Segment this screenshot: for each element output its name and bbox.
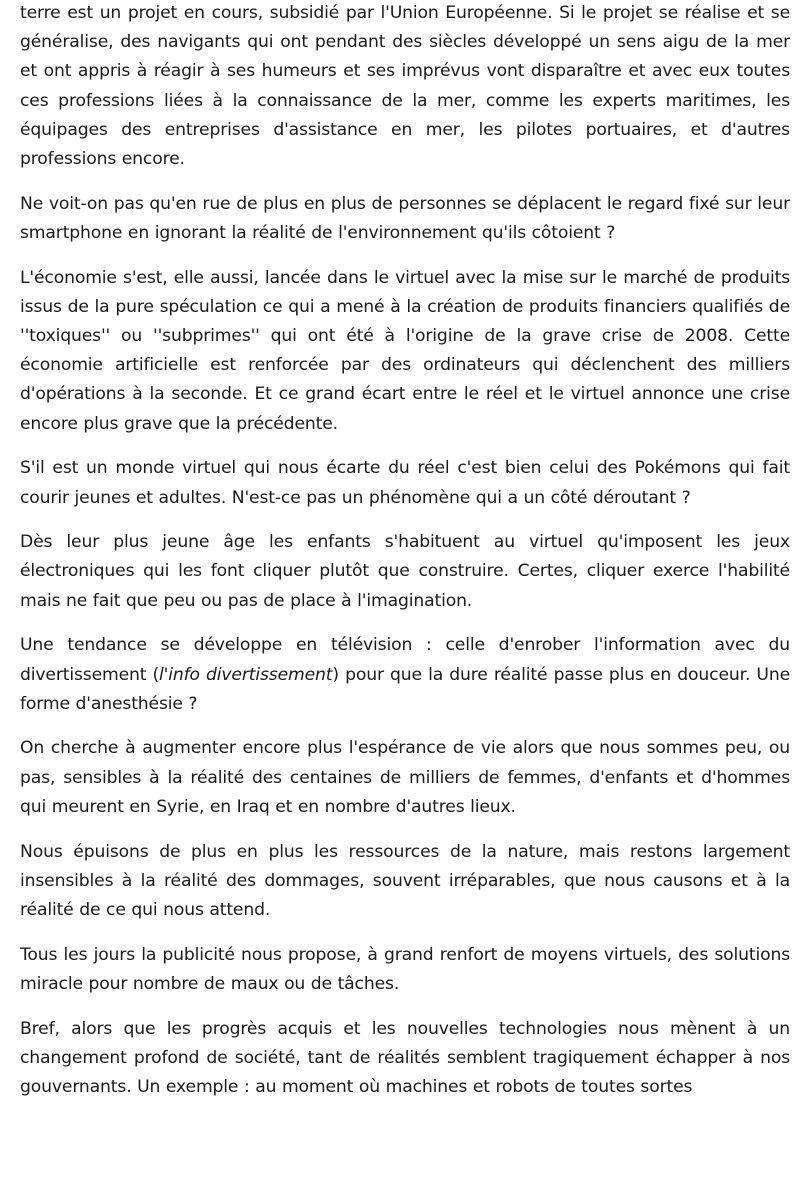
paragraph-life-expectancy: On cherche à augmenter encore plus l'espérance de vie alors que nous sommes peu, ou pas, sensibles à la réalité des centaines de milliers de femmes, d'enfants et d'hommes qui meurent en Syrie, en Iraq et en nombre d'autres lieux. xyxy=(20,738,790,817)
paragraph-pokemon: S'il est un monde virtuel qui nous écarte du réel c'est bien celui des Pokémons qui fait courir jeunes et adultes. N'est-ce pas un phénomène qui a un côté déroutant ? xyxy=(20,458,790,508)
paragraph-children-games: Dès leur plus jeune âge les enfants s'habituent au virtuel qu'imposent les jeux électroniques qui les font cliquer plutôt que construire. Certes, cliquer exerce l'habilité mais ne fait que peu ou pas de place à l'imagination. xyxy=(20,532,790,611)
television-text-after: ) pour que la dure réalité passe plus en douceur. Une forme d'anesthésie ? xyxy=(20,664,790,714)
paragraph-conclusion: Bref, alors que les progrès acquis et les nouvelles technologies nous mènent à un changement profond de société, tant de réalités semblent tragiquement échapper à nos gouvernants. Un exemple : au moment où machines et robots de toutes sortes xyxy=(20,1018,790,1097)
television-text-before: Une tendance se développe en télévision : celle d'enrober l'information avec du divertissement ( xyxy=(20,635,790,685)
document-page xyxy=(20,0,790,1118)
television-italic-term: l'info divertissement xyxy=(159,664,333,685)
paragraph-nature-resources: Nous épuisons de plus en plus les ressources de la nature, mais restons largement insensibles à la réalité des dommages, souvent irréparables, que nous causons et à la réalité de ce qui nous attend. xyxy=(20,841,790,920)
paragraph-advertising: Tous les jours la publicité nous propose, à grand renfort de moyens virtuels, des solutions miracle pour nombre de maux ou de tâches. xyxy=(20,944,790,994)
paragraph-smartphone: Ne voit-on pas qu'en rue de plus en plus de personnes se déplacent le regard fixé sur leur smartphone en ignorant la réalité de l'environnement qu'ils côtoient ? xyxy=(20,193,790,243)
paragraph-autonomous-ships: terre est un projet en cours, subsidié par l'Union Européenne. Si le projet se réalise et se généralise, des navigants qui ont pendant des siècles développé un sens aigu de la mer et ont appris à réagir à ses humeurs et ses imprévus vont disparaître et avec eux toutes ces professions liées à la connaissance de la mer, comme les experts maritimes, les équipages des entreprises d'assistance en mer, les pilotes portuaires, et d'autres professions encore. xyxy=(20,3,790,170)
paragraph-economy: L'économie s'est, elle aussi, lancée dans le virtuel avec la mise sur le marché de produits issus de la pure spéculation ce qui a mené à la création de produits financiers qualifiés de ''toxiques'' ou ''subprimes'' qui ont été à l'origine de la grave crise de 2008. Cette économie artificielle est renforcée par des ordinateurs qui déclenchent des milliers d'opérations à la seconde. Et ce grand écart entre le réel et le virtuel annonce une crise encore plus grave que la précédente. xyxy=(20,267,790,434)
paragraph-television xyxy=(20,631,790,719)
